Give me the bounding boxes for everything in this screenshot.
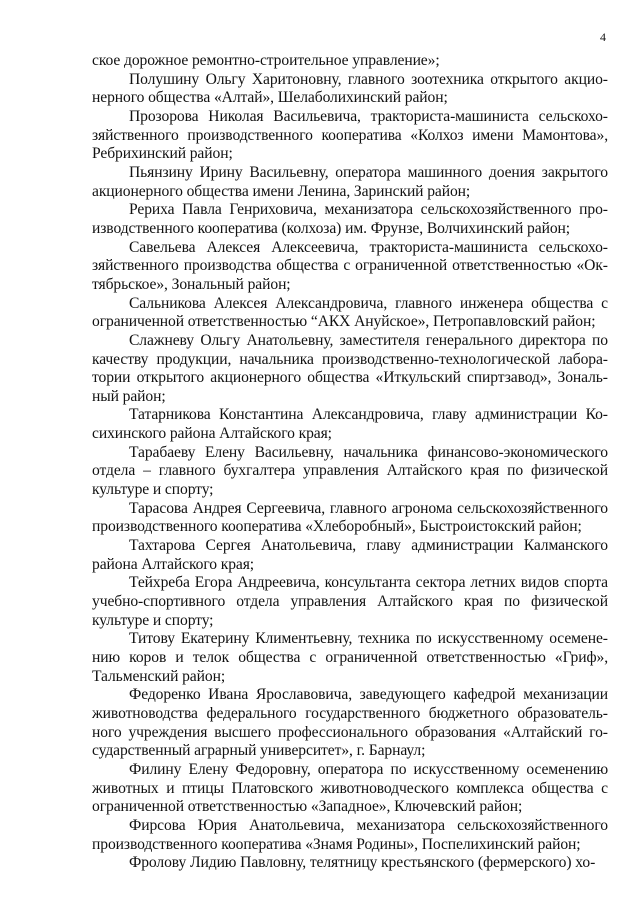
paragraph-rerikh: Рериха Павла Генриховича, механизатора сельскохозяйственного производственного кооператива (колхоза) им. Фрунзе, Волчихинский район; [92, 201, 608, 237]
paragraph-continuation: ское дорожное ремонтно-строительное управление»; [92, 52, 440, 69]
paragraph-salnikov: Сальникова Алексея Александровича, главного инженера общества с ограниченной ответственностью “АКХ Ануйское», Петропавловский район; [92, 294, 608, 331]
paragraph-polushina: Полушину Ольгу Харитоновну, главного зоотехника открытого акционерного общества «Алтай», Шелаболихинский район; [92, 70, 608, 107]
paragraph-tarasov: Тарасова Андрея Сергеевича, главного агронома сельскохозяйственного производственного кооператива «Хлеборобный», Быстроистокский район; [92, 499, 608, 536]
paragraph-tatarnikov: Татарникова Константина Александровича, главу администрации Косихинского района Алтайского края; [92, 406, 608, 443]
paragraph-takhtarov: Тахтарова Сергея Анатольевича, главу администрации Калманского района Алтайского края; [92, 537, 608, 573]
paragraph-firsov: Фирсова Юрия Анатольевича, механизатора сельскохозяйственного производственного кооператива «Знамя Родины», Поспелихинский район; [92, 816, 608, 853]
paragraph-tarabaeva: Тарабаеву Елену Васильевну, начальника финансово-экономического отдела – главного бухгалтера управления Алтайского края по физической культуре и спорту; [92, 443, 608, 499]
paragraph-fedorenko: Федоренко Ивана Ярославовича, заведующего кафедрой механизации животноводства федерального государственного бюджетного образовательного учреждения высшего профессионального образования «Алтайский государственный аграрный университет», г. Барнаул; [92, 686, 608, 760]
paragraph-slazhneva: Слажневу Ольгу Анатольевну, заместителя генерального директора по качеству продукции, начальника производственно-технологической лаборатории открытого акционерного общества «Иткульский спиртзавод», Зональный район; [92, 331, 608, 405]
paragraph-teikhreb: Тейхреба Егора Андреевича, консультанта сектора летних видов спорта учебно-спортивного отдела управления Алтайского края по физической культуре и спорту; [92, 574, 608, 629]
paragraph-titova: Титову Екатерину Климентьевну, техника по искусственному осеменению коров и телок общества с ограниченной ответственностью «Гриф», Тальменский район; [92, 630, 608, 685]
paragraph-frolova: Фролову Лидию Павловну, телятницу крестьянского (фермерского) хо- [129, 854, 596, 872]
paragraph-prozorov: Прозорова Николая Васильевича, тракториста-машиниста сельскохозяйственного производственного кооператива «Колхоз имени Мамонтова», Ребрихинский район; [92, 107, 608, 163]
paragraph-filina: Филину Елену Федоровну, оператора по искусственному осеменению животных и птицы Платовского животноводческого комплекса общества с ограниченной ответственностью «Западное», Ключевский район; [92, 760, 608, 816]
paragraph-pyanzina: Пьянзину Ирину Васильевну, оператора машинного доения закрытого акционерного общества имени Ленина, Заринский район; [92, 163, 608, 200]
paragraph-saveliev: Савельева Алексея Алексеевича, тракториста-машиниста сельскохозяйственного производства общества с ограниченной ответственностью «Октябрьское», Зональный район; [92, 238, 608, 293]
page-number: 4 [600, 30, 606, 44]
document-body [92, 52, 608, 873]
